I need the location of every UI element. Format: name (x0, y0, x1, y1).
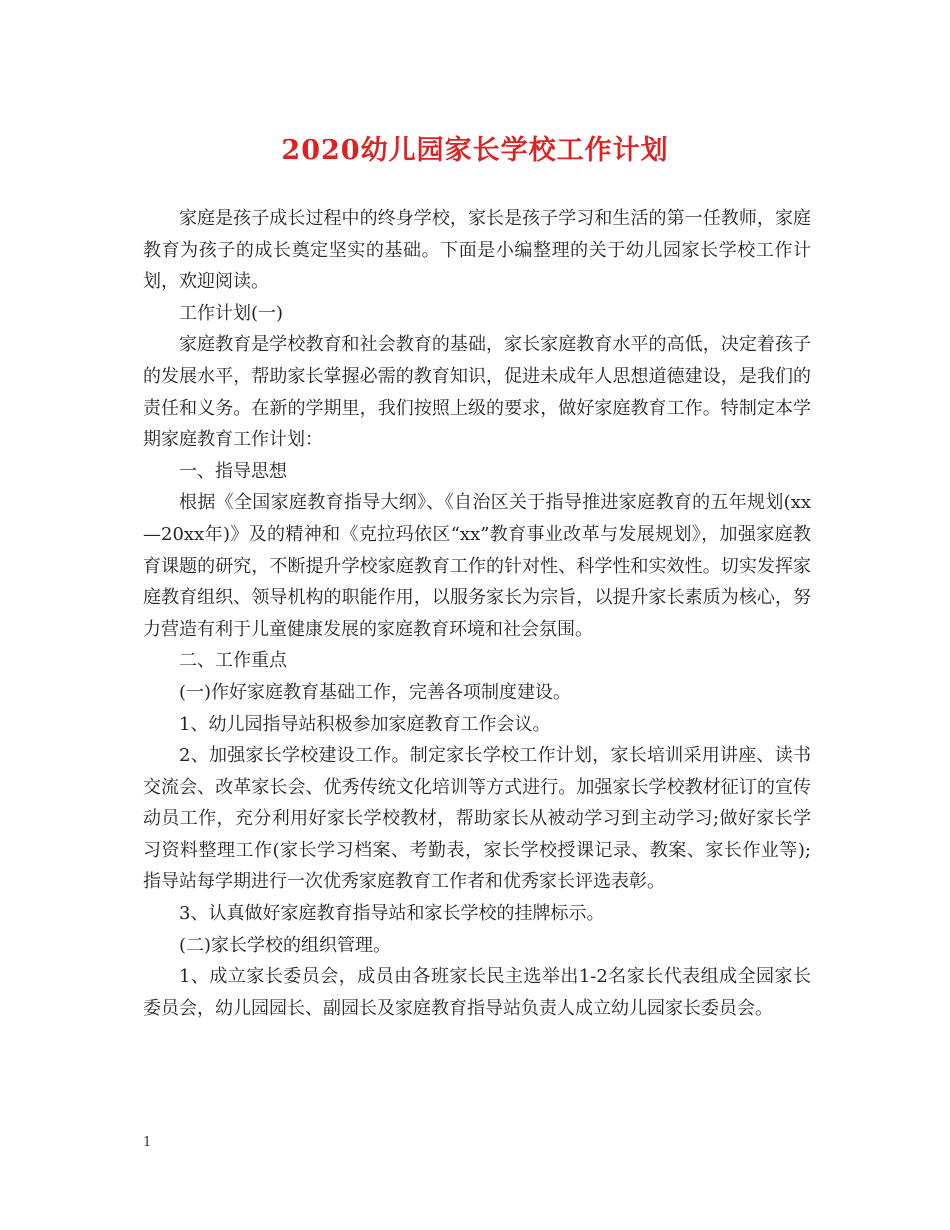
section-heading-work-focus: 二、工作重点 (179, 650, 287, 672)
list-item-1: 1、幼儿园指导站积极参加家庭教育工作会议。 (179, 713, 551, 735)
paragraph-guiding-thought: 根据《全国家庭教育指导大纲》、《自治区关于指导推进家庭教育的五年规划(xx—20xx年)》及的精神和《克拉玛依区“xx”教育事业改革与发展规划》，加强家庭教育课题的研究，不断提升学校家庭教育工作的针对性、科学性和实效性。切实发挥家庭教育组织、领导机构的职能作用，以服务家长为宗旨，以提升家长素质为核心，努力营造有利于儿童健康发展的家庭教育环境和社会氛围。 (143, 492, 811, 640)
paragraph-intro: 家庭是孩子成长过程中的终身学校，家长是孩子学习和生活的第一任教师，家庭教育为孩子的成长奠定坚实的基础。下面是小编整理的关于幼儿园家长学校工作计划，欢迎阅读。 (143, 208, 811, 293)
document-title: 2020幼儿园家长学校工作计划 (281, 135, 669, 166)
paragraph-plan-heading: 工作计划(一) (179, 302, 284, 324)
subsection-heading-organization: (二)家长学校的组织管理。 (179, 934, 392, 956)
subsection-heading-basic-work: (一)作好家庭教育基础工作，完善各项制度建设。 (179, 681, 572, 703)
page-number: 1 (143, 1135, 152, 1150)
list-item-committee: 1、成立家长委员会，成员由各班家长民主选举出1-2名家长代表组成全园家长委员会，幼儿园园长、副园长及家庭教育指导站负责人成立幼儿园家长委员会。 (143, 966, 811, 1019)
document-body (143, 203, 811, 1024)
paragraph-plan-intro: 家庭教育是学校教育和社会教育的基础，家长家庭教育水平的高低，决定着孩子的发展水平，帮助家长掌握必需的教育知识，促进未成年人思想道德建设，是我们的责任和义务。在新的学期里，我们按照上级的要求，做好家庭教育工作。特制定本学期家庭教育工作计划： (143, 334, 811, 451)
list-item-3: 3、认真做好家庭教育指导站和家长学校的挂牌标示。 (179, 903, 605, 925)
list-item-2: 2、加强家长学校建设工作。制定家长学校工作计划，家长培训采用讲座、读书交流会、改革家长会、优秀传统文化培训等方式进行。加强家长学校教材征订的宣传动员工作，充分利用好家长学校教材，帮助家长从被动学习到主动学习;做好家长学习资料整理工作(家长学习档案、考勤表，家长学校授课记录、教案、家长作业等);指导站每学期进行一次优秀家庭教育工作者和优秀家长评选表彰。 (143, 745, 811, 893)
section-heading-guiding-thought: 一、指导思想 (179, 460, 287, 482)
